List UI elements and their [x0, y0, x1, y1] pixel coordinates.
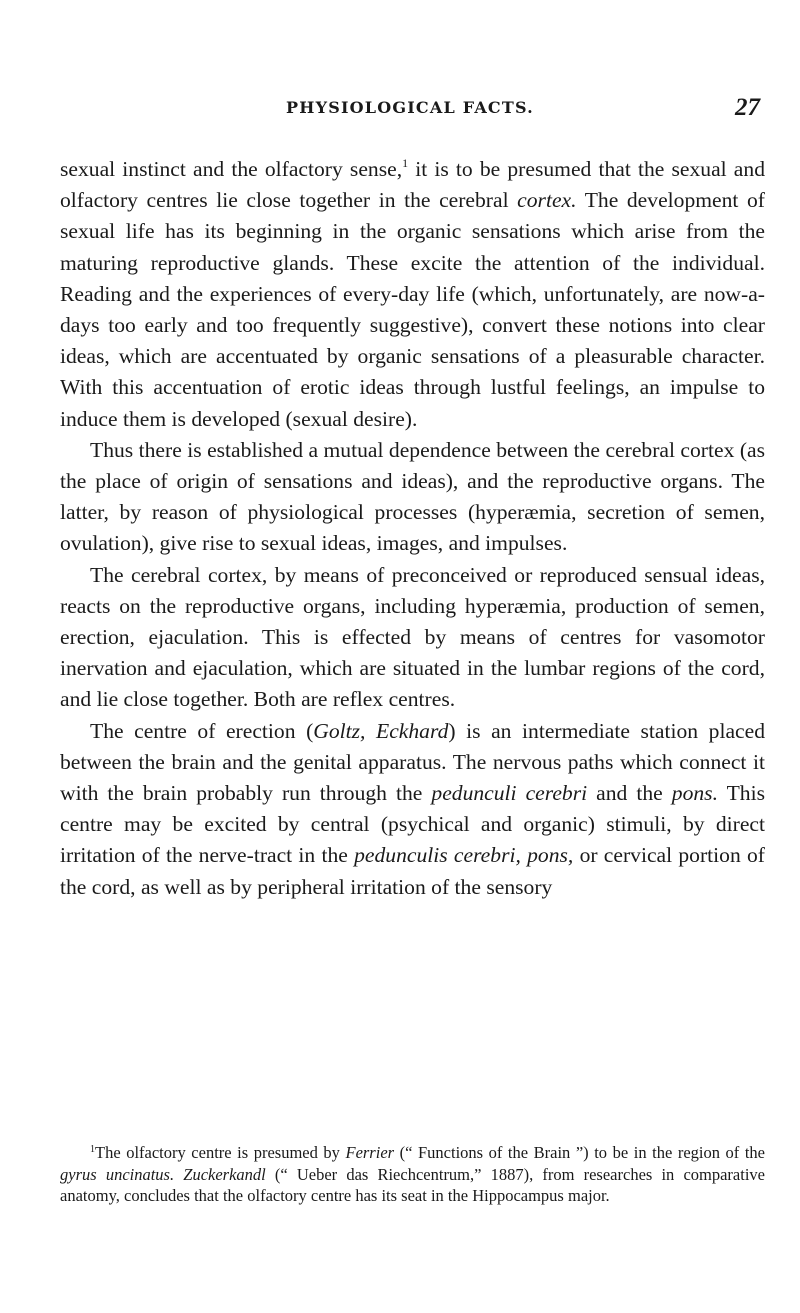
italic-zuckerkandl: Zuckerkandl — [183, 1164, 266, 1184]
italic-pons: pons. — [671, 781, 718, 806]
italic-pedunculi-cerebri: pedunculi cerebri — [431, 781, 588, 806]
paragraph-2: Thus there is established a mutual dependence between the cerebral cortex (as the place of origin of sensations and ideas), and the reproductive organs. The latter, by reason of physiological processes (hyperæmia, secretion of semen, ovulation), give rise to sexual ideas, images, and impulses. — [60, 437, 765, 556]
footnote — [60, 1142, 765, 1207]
italic-goltz-eckhard: Goltz, Eckhard — [313, 718, 449, 743]
paragraph-1-text-c: The development of sexual life has its beginning in the organic sensations which arise from the maturing reproductive glands. These excite the attention of the individual. Reading and the experiences of every-day life (which, unfortunately, are now-a-days too early and too frequently suggestive), convert these notions into clear ideas, which are accentuated by organic sensations of a pleasurable character. With this accentuation of erotic ideas through lustful feelings, an impulse to induce them is developed (sexual desire). — [60, 188, 765, 431]
paragraph-4-text-c: and the — [587, 781, 672, 806]
italic-pedunculis-cerebri-pons: pedunculis cerebri, pons, — [354, 843, 574, 868]
footnote-text-c — [174, 1165, 183, 1184]
footnote-text-b: (“ Functions of the Brain ”) to be in the region of the — [394, 1143, 765, 1162]
paragraph-4-text-d: This centre may be excited by central (psychical and organic) stimuli, by direct irritation of the nerve-tract in the — [60, 781, 766, 868]
footnote-reference: 1 — [402, 156, 409, 170]
footnote-text-d: (“ Ueber das Riechcentrum,” 1887), from researches in comparative anatomy, concludes that the olfactory centre has its seat in the Hippocampus major. — [60, 1164, 765, 1205]
page-number: 27 — [735, 94, 760, 121]
paragraph-3: The cerebral cortex, by means of preconceived or reproduced sensual ideas, reacts on the reproductive organs, including hyperæmia, production of semen, erection, ejaculation. This is effected by means of centres for vasomotor inervation and ejaculation, which are situated in the lumbar regions of the cord, and lie close together. Both are reflex centres. — [60, 562, 765, 712]
paragraph-1-text-b: it is to be presumed that the sexual and olfactory centres lie close together in the cerebral — [60, 157, 765, 213]
footnote-number: 1 — [90, 1144, 95, 1155]
paragraph-1-text-a: sexual instinct and the olfactory sense, — [60, 157, 403, 181]
paragraph-4-text-a: The centre of erection ( — [90, 718, 314, 743]
paragraph-4 — [60, 716, 765, 903]
running-head: PHYSIOLOGICAL FACTS. — [286, 98, 534, 117]
italic-gyrus-uncinatus: gyrus uncinatus. — [60, 1164, 175, 1184]
paragraph-4-text-b: ) is an intermediate station placed between the brain and the genital apparatus. The nervous paths which connect it with the brain probably run through the — [60, 718, 765, 806]
body-text — [60, 154, 765, 903]
paragraph-1 — [60, 154, 765, 435]
italic-ferrier: Ferrier — [345, 1143, 395, 1162]
page-header — [60, 94, 760, 134]
italic-cortex: cortex. — [517, 188, 577, 213]
footnote-paragraph — [60, 1142, 765, 1207]
footnote-text-a: The olfactory centre is presumed by — [95, 1143, 346, 1162]
paragraph-4-text-e: or cervical portion of the cord, as well as by peripheral irritation of the sensory — [60, 843, 765, 899]
